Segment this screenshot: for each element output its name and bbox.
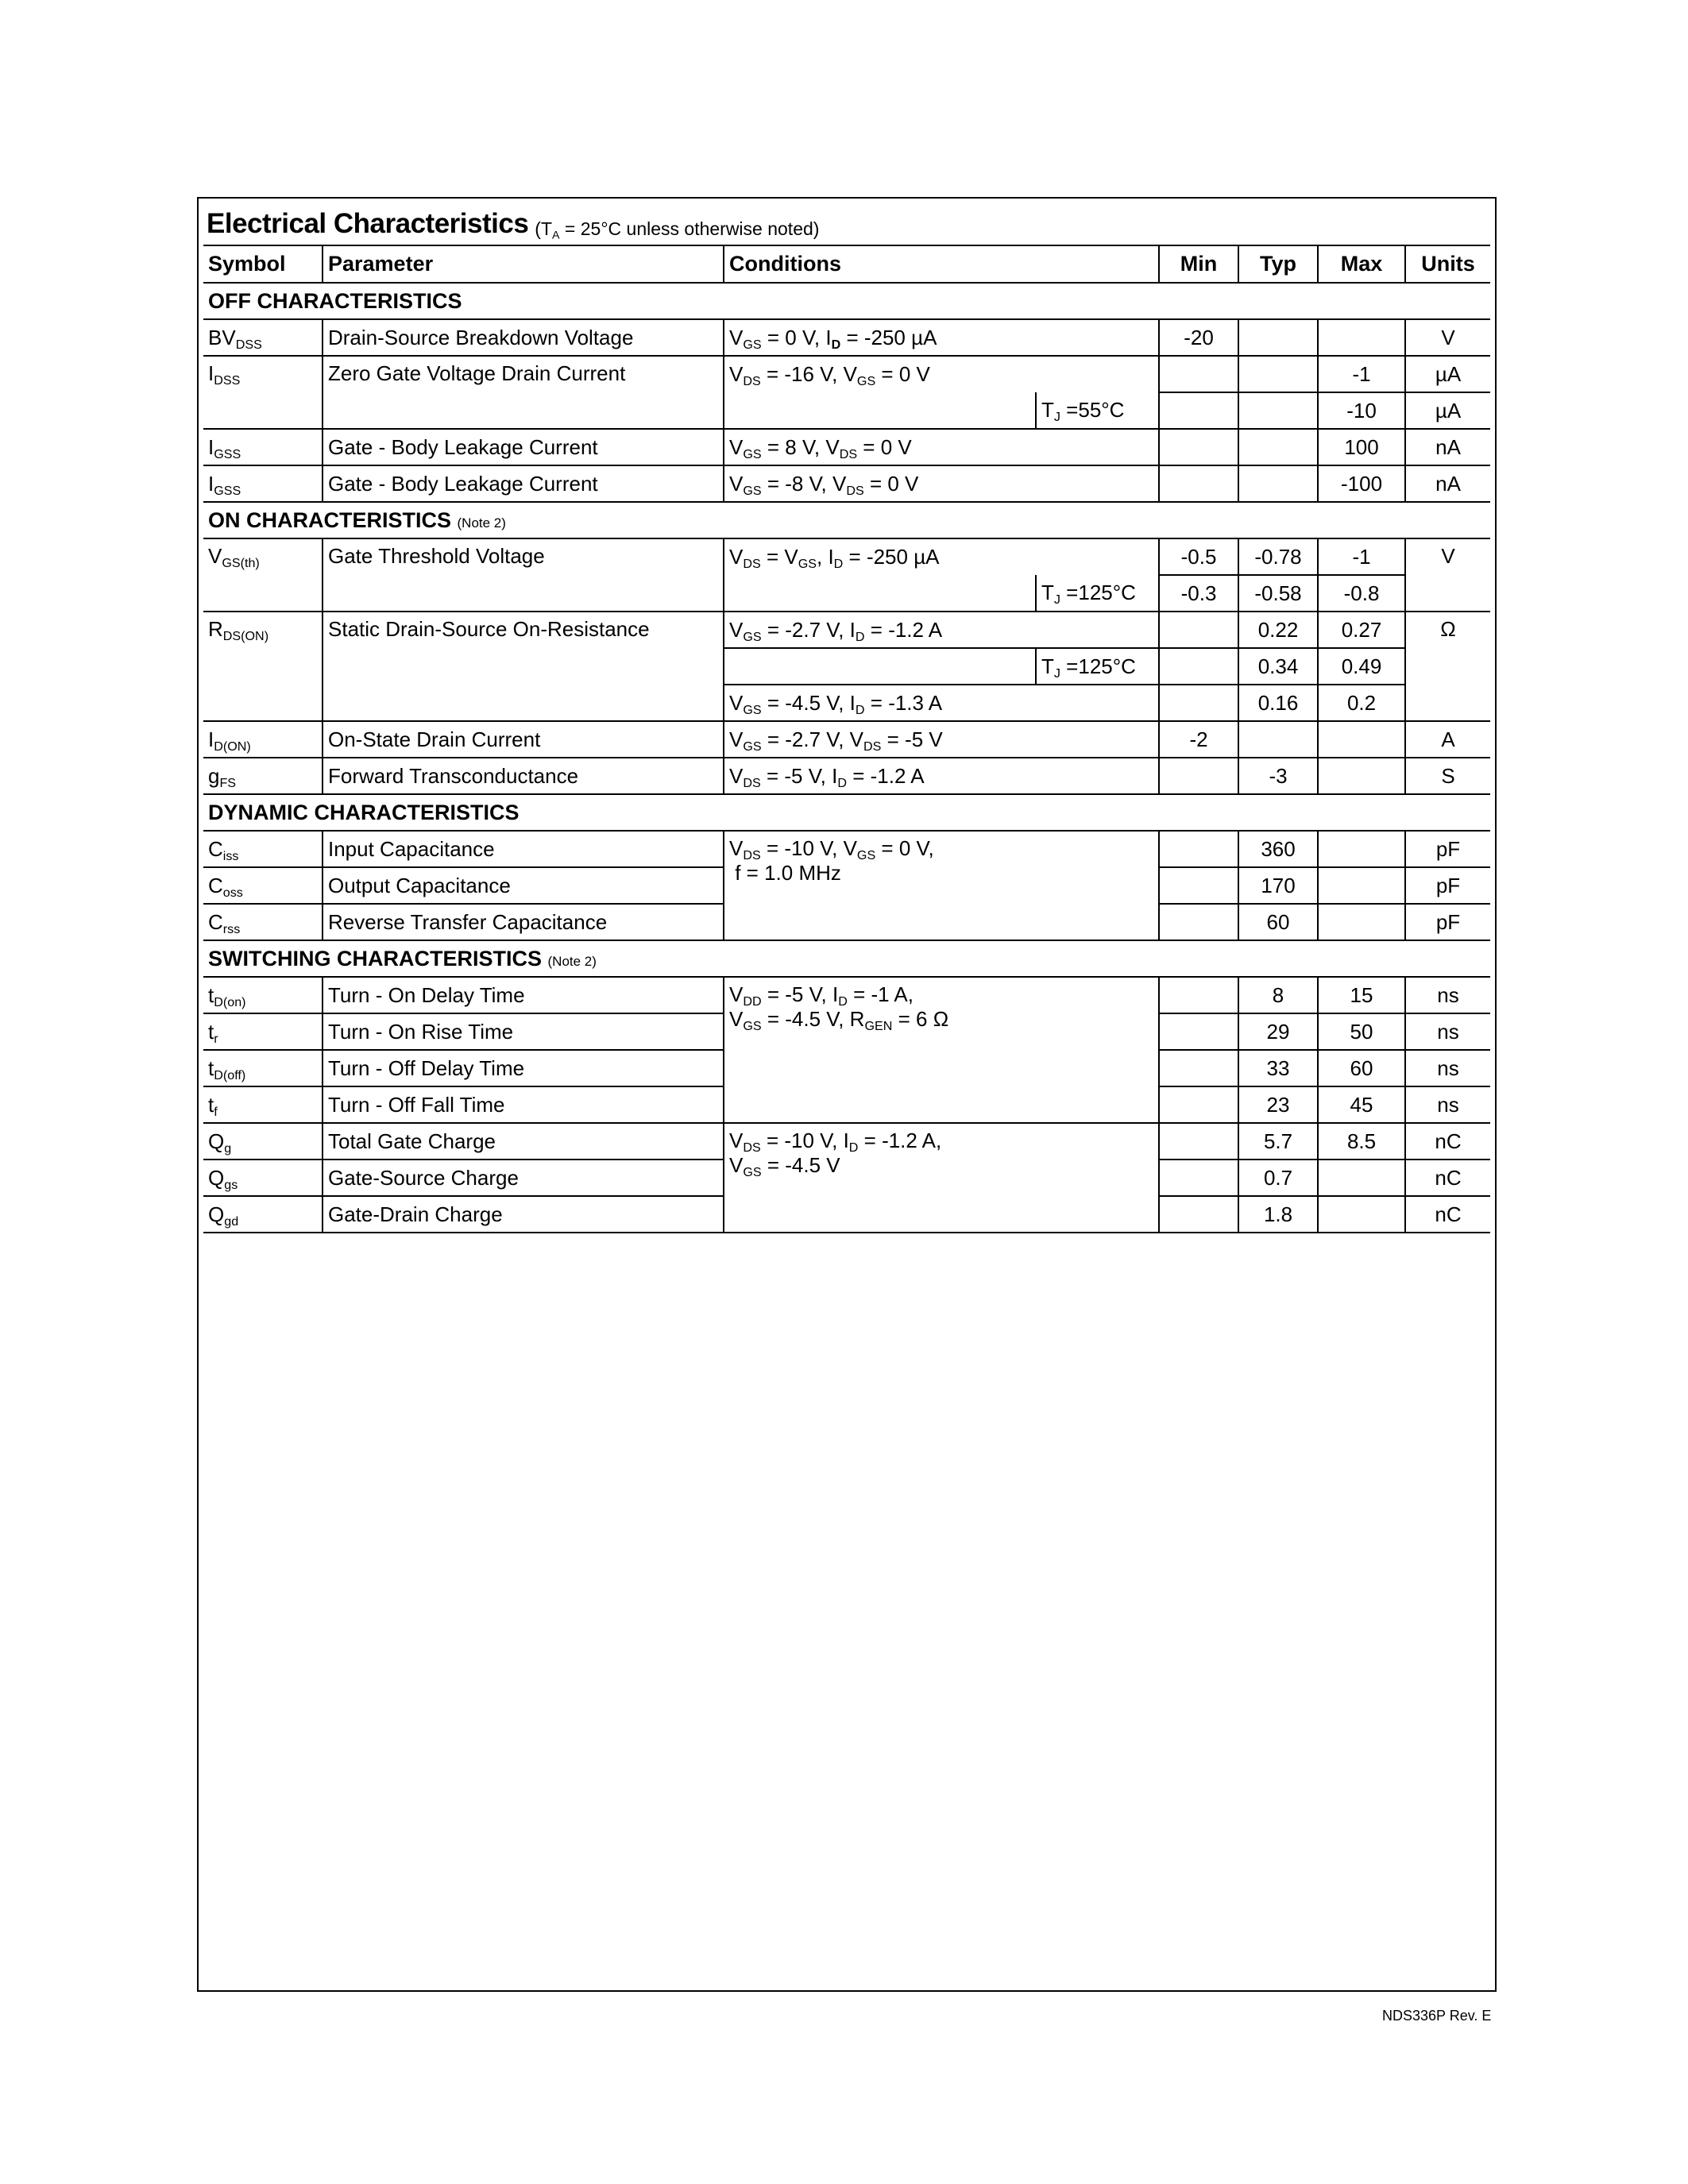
min-value <box>1159 1160 1238 1196</box>
symbol: $C_{iss}$ <box>203 831 323 867</box>
symbol: $I_{D(ON)}$ <box>203 721 323 758</box>
max-value <box>1318 1160 1405 1196</box>
max-value <box>1318 831 1405 867</box>
conditions: $V_{GS} = 0$ V, $I_D = -250$ µA <box>724 319 1159 356</box>
units-value: A <box>1405 721 1490 758</box>
min-value <box>1159 758 1238 794</box>
units-value: V <box>1405 319 1490 356</box>
max-value <box>1318 904 1405 940</box>
typ-value: 29 <box>1238 1013 1318 1050</box>
section-on-row <box>203 502 1490 538</box>
table-title <box>203 203 1490 246</box>
typ-value: 0.7 <box>1238 1160 1318 1196</box>
row-idon <box>203 721 1490 758</box>
header-row <box>203 246 1490 283</box>
row-gfs <box>203 758 1490 794</box>
min-value <box>1159 977 1238 1013</box>
min-value <box>1159 429 1238 465</box>
typ-value: 1.8 <box>1238 1196 1318 1233</box>
conditions: $V_{DS} = V_{GS}$, $I_D = -250$ µA <box>724 538 1159 575</box>
max-value: -1 <box>1318 356 1405 392</box>
units-value: S <box>1405 758 1490 794</box>
tj-condition: $T_J =55^\circ C$ <box>1036 392 1159 429</box>
conditions: $V_{GS} = -2.7$ V, $I_D = -1.2$ A <box>724 612 1159 648</box>
typ-value: -0.78 <box>1238 538 1318 575</box>
typ-value <box>1238 721 1318 758</box>
typ-value: 23 <box>1238 1086 1318 1123</box>
parameter: Gate-Drain Charge <box>323 1196 724 1233</box>
min-value <box>1159 904 1238 940</box>
typ-value <box>1238 356 1318 392</box>
parameter: Static Drain-Source On-Resistance <box>323 612 724 721</box>
typ-value <box>1238 392 1318 429</box>
units-value: Ω <box>1405 612 1490 721</box>
table-title-note: ($T_A = 25^\circ C$ unless otherwise noted) <box>535 218 820 242</box>
symbol: $g_{FS}$ <box>203 758 323 794</box>
typ-value <box>1238 429 1318 465</box>
symbol: $BV_{DSS}$ <box>203 319 323 356</box>
section-switching: SWITCHING CHARACTERISTICS (Note 2) <box>203 940 1490 977</box>
min-value <box>1159 648 1238 685</box>
max-value: -0.8 <box>1318 575 1405 612</box>
units-value: nC <box>1405 1160 1490 1196</box>
typ-value: 5.7 <box>1238 1123 1318 1160</box>
characteristics-table <box>203 246 1490 1233</box>
section-off-row <box>203 283 1490 319</box>
min-value <box>1159 831 1238 867</box>
section-dynamic: DYNAMIC CHARACTERISTICS <box>203 794 1490 831</box>
units-value: pF <box>1405 867 1490 904</box>
max-value: 45 <box>1318 1086 1405 1123</box>
conditions: $V_{DS} = -10$ V, $V_{GS} = 0$ V, f = 1.0 MHz <box>724 831 1159 940</box>
min-value <box>1159 612 1238 648</box>
header-symbol: Symbol <box>203 246 323 283</box>
parameter: Total Gate Charge <box>323 1123 724 1160</box>
typ-value: -0.58 <box>1238 575 1318 612</box>
min-value <box>1159 1196 1238 1233</box>
parameter: Gate - Body Leakage Current <box>323 429 724 465</box>
parameter: Gate - Body Leakage Current <box>323 465 724 502</box>
max-value <box>1318 758 1405 794</box>
conditions: $V_{DS} = -10$ V, $I_D = -1.2$ A, $V_{GS} = -4.5$ V <box>724 1123 1159 1233</box>
conditions-blank <box>724 648 1036 685</box>
units-value: nA <box>1405 465 1490 502</box>
tj-condition: $T_J =125^\circ C$ <box>1036 575 1159 612</box>
table-title-main: Electrical Characteristics <box>207 208 529 239</box>
units-value: nA <box>1405 429 1490 465</box>
symbol: $I_{GSS}$ <box>203 429 323 465</box>
max-value: 0.27 <box>1318 612 1405 648</box>
symbol: $Q_g$ <box>203 1123 323 1160</box>
row-igss-pos <box>203 429 1490 465</box>
max-value <box>1318 867 1405 904</box>
min-value <box>1159 1123 1238 1160</box>
parameter: Input Capacitance <box>323 831 724 867</box>
parameter: Turn - On Rise Time <box>323 1013 724 1050</box>
typ-value: 8 <box>1238 977 1318 1013</box>
parameter: Turn - Off Delay Time <box>323 1050 724 1086</box>
typ-value: -3 <box>1238 758 1318 794</box>
symbol: $R_{DS(ON)}$ <box>203 612 323 721</box>
conditions: $V_{GS} = 8$ V, $V_{DS} = 0$ V <box>724 429 1159 465</box>
min-value <box>1159 356 1238 392</box>
symbol: $I_{DSS}$ <box>203 356 323 429</box>
min-value: -0.5 <box>1159 538 1238 575</box>
min-value <box>1159 685 1238 721</box>
units-value: µA <box>1405 392 1490 429</box>
typ-value: 170 <box>1238 867 1318 904</box>
section-off: OFF CHARACTERISTICS <box>203 283 1490 319</box>
max-value: 50 <box>1318 1013 1405 1050</box>
conditions: $V_{DS} = -16$ V, $V_{GS} = 0$ V <box>724 356 1159 392</box>
header-conditions: Conditions <box>724 246 1159 283</box>
symbol: $t_r$ <box>203 1013 323 1050</box>
header-typ: Typ <box>1238 246 1318 283</box>
parameter: Output Capacitance <box>323 867 724 904</box>
min-value <box>1159 392 1238 429</box>
max-value: 8.5 <box>1318 1123 1405 1160</box>
max-value: 60 <box>1318 1050 1405 1086</box>
row-qg <box>203 1123 1490 1160</box>
min-value <box>1159 1050 1238 1086</box>
max-value <box>1318 1196 1405 1233</box>
row-ciss <box>203 831 1490 867</box>
section-switching-row <box>203 940 1490 977</box>
electrical-characteristics-table <box>203 203 1490 1233</box>
typ-value <box>1238 465 1318 502</box>
parameter: Drain-Source Breakdown Voltage <box>323 319 724 356</box>
symbol: $t_{D(on)}$ <box>203 977 323 1013</box>
row-vgsth <box>203 538 1490 575</box>
min-value: -20 <box>1159 319 1238 356</box>
typ-value: 0.34 <box>1238 648 1318 685</box>
symbol: $t_{D(off)}$ <box>203 1050 323 1086</box>
symbol: $I_{GSS}$ <box>203 465 323 502</box>
units-value: µA <box>1405 356 1490 392</box>
typ-value <box>1238 319 1318 356</box>
parameter: Zero Gate Voltage Drain Current <box>323 356 724 429</box>
symbol: $Q_{gd}$ <box>203 1196 323 1233</box>
units-value: pF <box>1405 904 1490 940</box>
symbol: $t_f$ <box>203 1086 323 1123</box>
max-value: 100 <box>1318 429 1405 465</box>
min-value <box>1159 465 1238 502</box>
parameter: Forward Transconductance <box>323 758 724 794</box>
header-parameter: Parameter <box>323 246 724 283</box>
conditions: $V_{GS} = -4.5$ V, $I_D = -1.3$ A <box>724 685 1159 721</box>
tj-condition: $T_J =125^\circ C$ <box>1036 648 1159 685</box>
parameter: Reverse Transfer Capacitance <box>323 904 724 940</box>
header-min: Min <box>1159 246 1238 283</box>
conditions: $V_{DS} = -5$ V, $I_D = -1.2$ A <box>724 758 1159 794</box>
units-value: ns <box>1405 1086 1490 1123</box>
row-idss <box>203 356 1490 392</box>
min-value <box>1159 867 1238 904</box>
max-value: -1 <box>1318 538 1405 575</box>
conditions: $V_{DD} = -5$ V, $I_D = -1$ A, $V_{GS} = -4.5$ V, $R_{GEN} = 6$ Ω <box>724 977 1159 1123</box>
row-tdon <box>203 977 1490 1013</box>
typ-value: 0.22 <box>1238 612 1318 648</box>
symbol: $C_{rss}$ <box>203 904 323 940</box>
row-bvdss <box>203 319 1490 356</box>
symbol: $Q_{gs}$ <box>203 1160 323 1196</box>
parameter: On-State Drain Current <box>323 721 724 758</box>
row-rdson <box>203 612 1490 648</box>
row-igss-neg <box>203 465 1490 502</box>
parameter: Gate Threshold Voltage <box>323 538 724 612</box>
typ-value: 360 <box>1238 831 1318 867</box>
units-value: pF <box>1405 831 1490 867</box>
max-value: 0.49 <box>1318 648 1405 685</box>
parameter: Turn - Off Fall Time <box>323 1086 724 1123</box>
header-max: Max <box>1318 246 1405 283</box>
units-value: ns <box>1405 1050 1490 1086</box>
units-value: ns <box>1405 977 1490 1013</box>
typ-value: 60 <box>1238 904 1318 940</box>
parameter: Turn - On Delay Time <box>323 977 724 1013</box>
units-value: nC <box>1405 1123 1490 1160</box>
datasheet-frame <box>197 197 1497 1992</box>
header-units: Units <box>1405 246 1490 283</box>
max-value: 15 <box>1318 977 1405 1013</box>
min-value <box>1159 1013 1238 1050</box>
symbol: $C_{oss}$ <box>203 867 323 904</box>
conditions: $V_{GS} = -2.7$ V, $V_{DS} = -5$ V <box>724 721 1159 758</box>
min-value: -0.3 <box>1159 575 1238 612</box>
conditions: $V_{GS} = -8$ V, $V_{DS} = 0$ V <box>724 465 1159 502</box>
symbol: $V_{GS(th)}$ <box>203 538 323 612</box>
units-value: V <box>1405 538 1490 612</box>
parameter: Gate-Source Charge <box>323 1160 724 1196</box>
max-value: -10 <box>1318 392 1405 429</box>
max-value <box>1318 319 1405 356</box>
section-on: ON CHARACTERISTICS (Note 2) <box>203 502 1490 538</box>
section-dynamic-row <box>203 794 1490 831</box>
max-value <box>1318 721 1405 758</box>
units-value: ns <box>1405 1013 1490 1050</box>
conditions-blank <box>724 575 1036 612</box>
typ-value: 33 <box>1238 1050 1318 1086</box>
conditions-blank <box>724 392 1036 429</box>
revision-footer: NDS336P Rev. E <box>1382 2008 1492 2024</box>
min-value <box>1159 1086 1238 1123</box>
min-value: -2 <box>1159 721 1238 758</box>
max-value: -100 <box>1318 465 1405 502</box>
typ-value: 0.16 <box>1238 685 1318 721</box>
units-value: nC <box>1405 1196 1490 1233</box>
max-value: 0.2 <box>1318 685 1405 721</box>
